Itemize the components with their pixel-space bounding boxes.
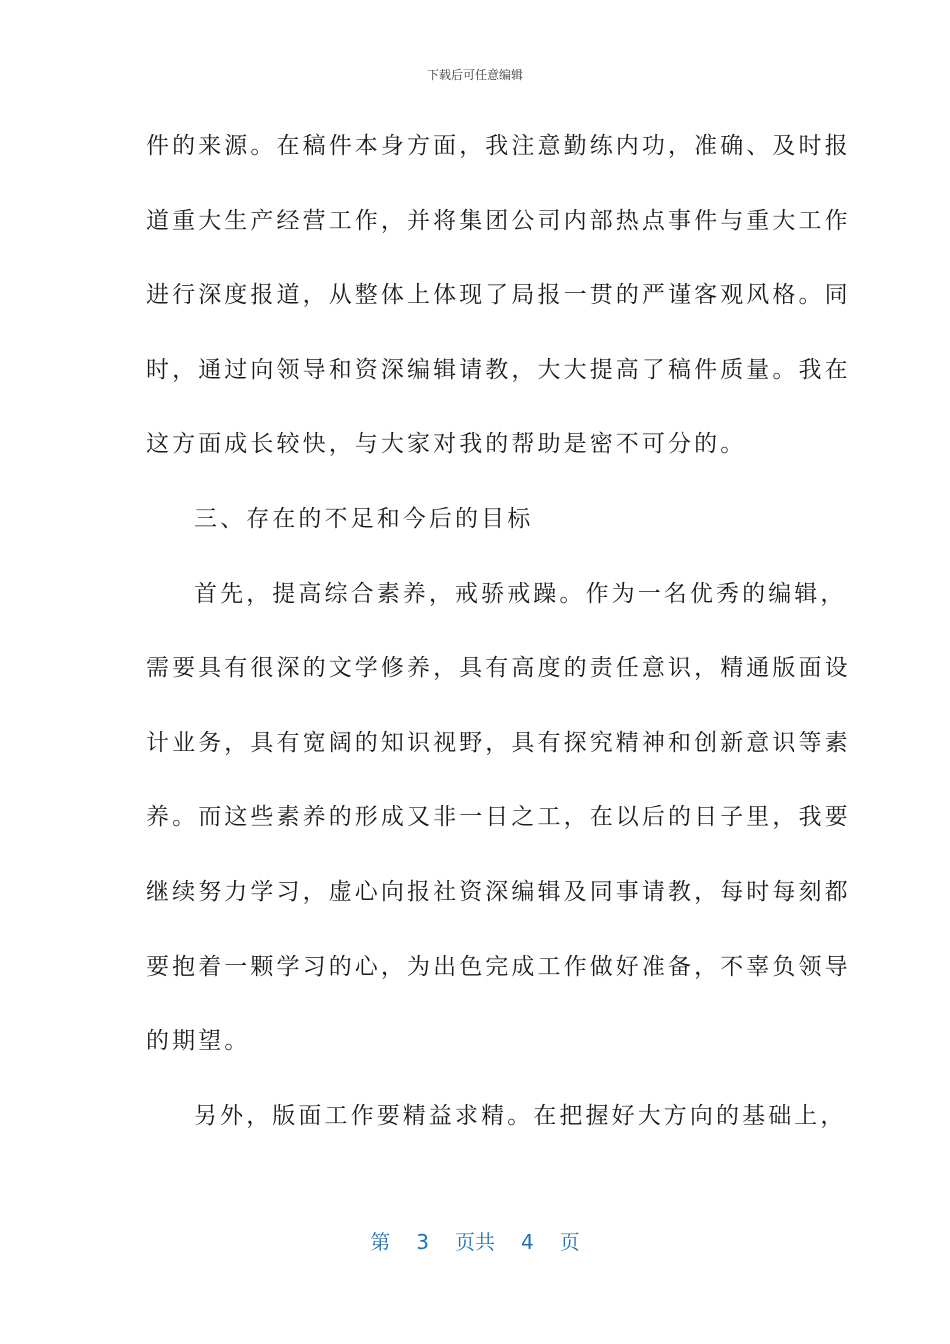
document-body: [146, 124, 851, 1168]
text-line: 另外，版面工作要精益求精。在把握好大方向的基础上，: [194, 1102, 847, 1129]
text-line: 道重大生产经营工作，并将集团公司内部热点事件与重大工作: [146, 207, 851, 234]
total-pages-number: 4: [521, 1230, 534, 1254]
text-line: 的期望。: [146, 1028, 251, 1055]
page-footer: [0, 1226, 950, 1255]
text-line: 件的来源。在稿件本身方面，我注意勤练内功，准确、及时报: [146, 133, 851, 159]
footer-prefix: 第: [370, 1230, 391, 1254]
page-header: 下载后可任意编辑: [426, 68, 523, 82]
text-line: 首先，提高综合素养，戒骄戒躁。作为一名优秀的编辑，: [194, 580, 847, 607]
text-line: 要抱着一颗学习的心，为出色完成工作做好准备，不辜负领导: [146, 953, 851, 980]
text-line: 时，通过向领导和资深编辑请教，大大提高了稿件质量。我在: [146, 356, 851, 383]
text-line: 继续努力学习，虚心向报社资深编辑及同事请教，每时每刻都: [146, 878, 851, 905]
text-line: 养。而这些素养的形成又非一日之工，在以后的日子里，我要: [146, 804, 851, 831]
text-line: 计业务，具有宽阔的知识视野，具有探究精神和创新意识等素: [146, 729, 851, 756]
section-heading: 三、存在的不足和今后的目标: [194, 505, 534, 532]
text-line: 这方面成长较快，与大家对我的帮助是密不可分的。: [146, 431, 747, 458]
text-line: 需要具有很深的文学修养，具有高度的责任意识，精通版面设: [146, 655, 851, 682]
footer-middle: 页共: [455, 1230, 495, 1254]
text-line: 进行深度报道，从整体上体现了局报一贯的严谨客观风格。同: [146, 282, 851, 309]
current-page-number: 3: [416, 1230, 429, 1254]
footer-suffix: 页: [559, 1230, 580, 1254]
